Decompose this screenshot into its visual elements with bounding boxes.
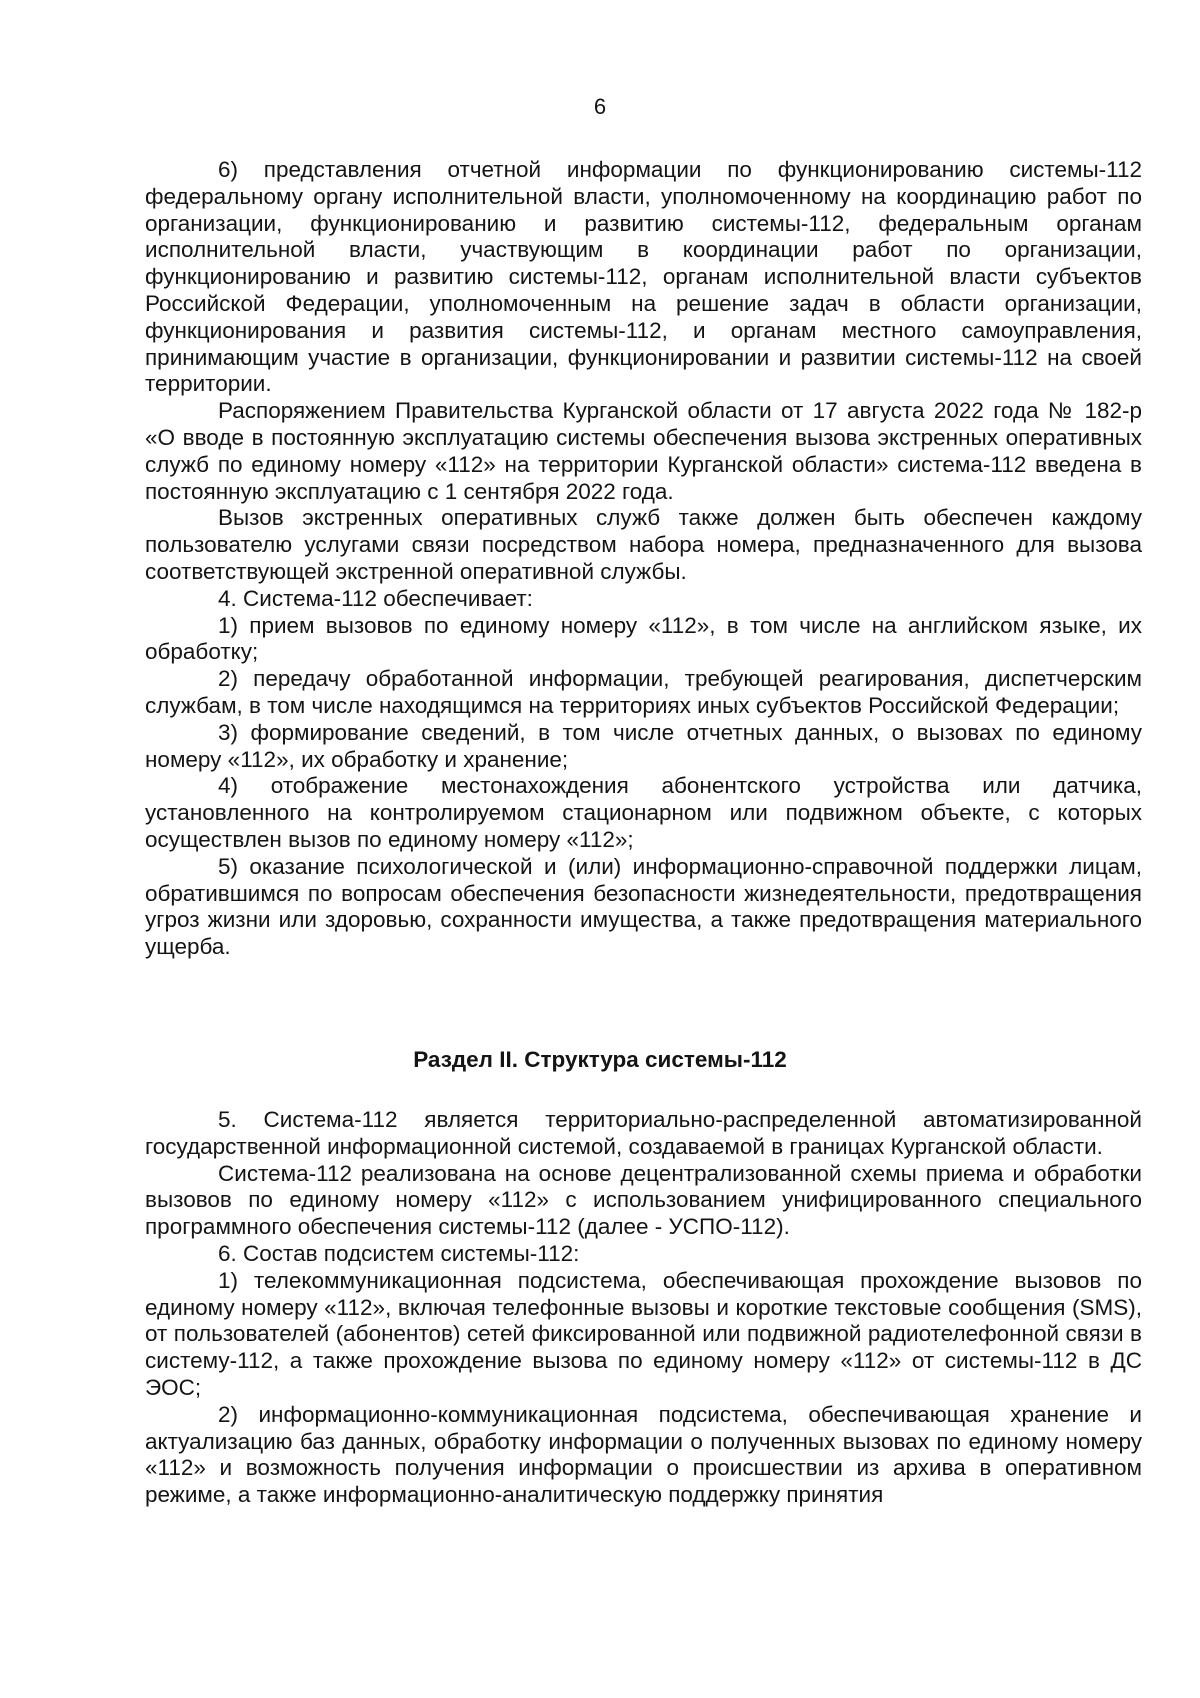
page-number: 6 <box>593 94 607 119</box>
section-2-body <box>145 1107 1142 1509</box>
paragraph-item-5: 5. Система-112 является территориально-распределенной автоматизированной государственной информационной системой, создаваемой в границах Курганской области. <box>145 1107 1142 1159</box>
paragraph-telecom-subsystem: 1) телекоммуникационная подсистема, обеспечивающая прохождение вызовов по единому номеру «112», включая телефонные вызовы и короткие текстовые сообщения (SMS), от пользователей (абонентов) сетей фиксированной или подвижной радиотелефонной связи в систему-112, а также прохождение вызова по единому номеру «112» от системы-112 в ДС ЭОС; <box>145 1267 1142 1400</box>
paragraph-subitem-3: 3) формирование сведений, в том числе отчетных данных, о вызовах по единому номеру «112», их обработку и хранение; <box>145 719 1142 772</box>
paragraph-subitem-4: 4) отображение местонахождения абонентского устройства или датчика, установленного на контролируемом стационарном или подвижном объекте, с которых осуществлен вызов по единому номеру «112»; <box>145 773 1142 852</box>
paragraph-government-order: Распоряжением Правительства Курганской области от 17 августа 2022 года № 182-р «О вводе в постоянную эксплуатацию системы обеспечения вызова экстренных оперативных служб по единому номеру «112» на территории Курганской области» система-112 введена в постоянную эксплуатацию с 1 сентября 2022 года. <box>145 398 1142 504</box>
paragraph-subitem-5: 5) оказание психологической и (или) информационно-справочной поддержки лицам, обратившимся по вопросам обеспечения безопасности жизнедеятельности, предотвращения угроз жизни или здоровью, сохранности имущества, а также предотвращения материального ущерба. <box>145 853 1142 960</box>
paragraph-info-comm-subsystem: 2) информационно-коммуникационная подсистема, обеспечивающая хранение и актуализацию баз данных, обработку информации о полученных вызовах по единому номеру «112» и возможность получения информации о происшествии из архива в оперативном режиме, а также информационно-аналитическую поддержку принятия <box>145 1401 1142 1508</box>
paragraph-uspo: Система-112 реализована на основе децентрализованной схемы приема и обработки вызовов по единому номеру «112» с использованием унифицированного специального программного обеспечения системы-112 (далее - УСПО-112). <box>145 1160 1142 1240</box>
paragraph-emergency-call: Вызов экстренных оперативных служб также должен быть обеспечен каждому пользователю услугами связи посредством набора номера, предназначенного для вызова соответствующей экстренной оперативной службы. <box>145 505 1142 584</box>
section-1-body <box>145 157 1142 961</box>
paragraph-subitem-1: 1) прием вызовов по единому номеру «112», в том числе на английском языке, их обработку; <box>145 612 1142 665</box>
paragraph-subitem-2: 2) передачу обработанной информации, требующей реагирования, диспетчерским службам, в том числе находящимся на территориях иных субъектов Российской Федерации; <box>145 666 1142 718</box>
section-heading: Раздел II. Структура системы-112 <box>413 1047 787 1072</box>
paragraph-reporting-info: 6) представления отчетной информации по функционированию системы-112 федеральному органу исполнительной власти, уполномоченному на координацию работ по организации, функционированию и развитию системы-112, федеральным органам исполнительной власти, участвующим в координации работ по организации, функционированию и развитию системы-112, органам исполнительной власти субъектов Российской Федерации, уполномоченным на решение задач в области организации, функционирования и развития системы-112, и органам местного самоуправления, принимающим участие в организации, функционировании и развитии системы-112 на своей территории. <box>145 157 1142 397</box>
paragraph-item-6: 6. Состав подсистем системы-112: <box>218 1240 580 1266</box>
paragraph-item-4: 4. Система-112 обеспечивает: <box>218 585 533 611</box>
